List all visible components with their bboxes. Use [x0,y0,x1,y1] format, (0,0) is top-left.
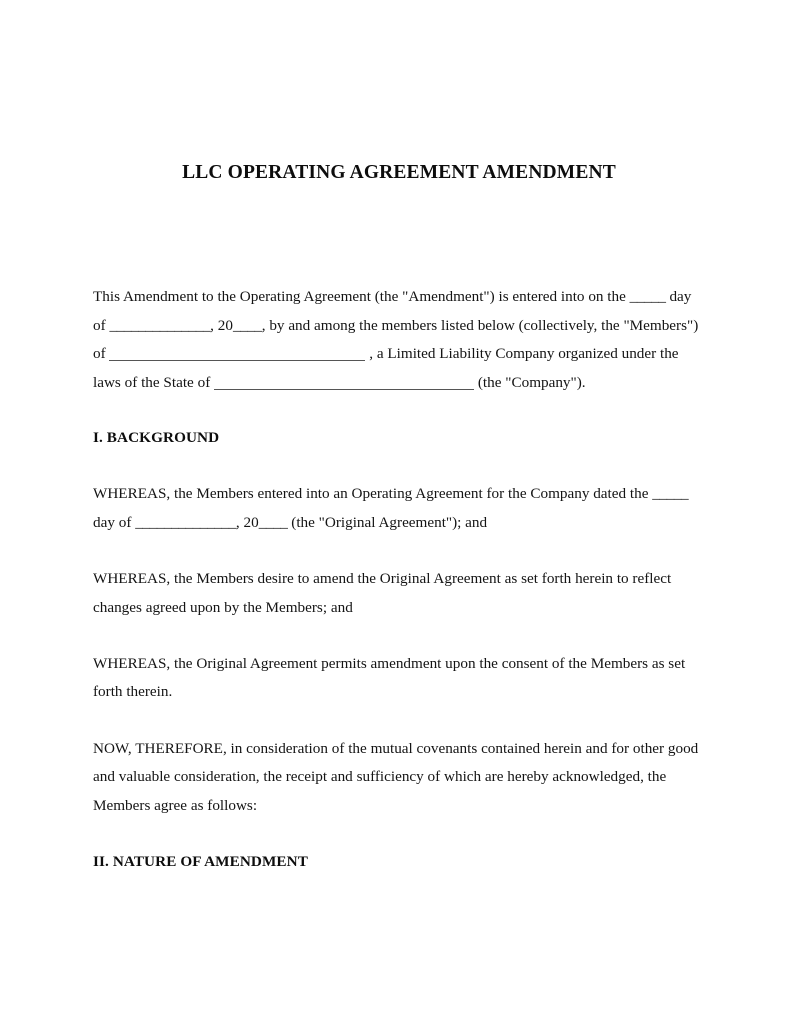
intro-text-part3: , 20 [210,316,233,334]
section-heading-background: I. BACKGROUND [93,429,220,447]
whereas1-text-part3: , 20 [235,513,259,531]
paragraph-whereas-1 [93,480,705,537]
document-content [93,0,705,876]
paragraph-now-therefore: NOW, THEREFORE, in consideration of the mutual covenants contained herein and for other good and valuable consideration, the receipt and sufficiency of which are hereby acknowledged, the Members agree as follows: [93,739,699,814]
section-heading-nature-of-amendment: II. NATURE OF AMENDMENT [93,853,308,871]
blank-year-field[interactable]: ____ [232,316,262,334]
spacer-after-title [93,184,705,283]
page-title: LLC OPERATING AGREEMENT AMENDMENT [182,162,616,183]
blank-day-field[interactable]: _____ [629,288,666,306]
spacer-paragraph-3 [93,707,705,735]
intro-text-part1: This Amendment to the Operating Agreement (the "Amendment") is entered into on the [93,288,630,306]
spacer-paragraph-2 [93,622,705,650]
blank-original-year-field[interactable]: ____ [258,513,288,531]
blank-company-name-field[interactable] [109,360,365,361]
blank-original-day-field[interactable]: _____ [652,485,689,503]
whereas1-text-part4: (the "Original Agreement"); and [287,513,488,531]
intro-text-part2: day of [93,288,692,334]
paragraph-whereas-2: WHEREAS, the Members desire to amend the Original Agreement as set forth herein to reflect changes agreed upon by the Members; and [93,570,672,616]
paragraph-whereas-3: WHEREAS, the Original Agreement permits amendment upon the consent of the Members as set forth therein. [93,655,686,701]
spacer-after-heading-1 [93,452,705,480]
whereas1-text-part1: WHEREAS, the Members entered into an Operating Agreement for the Company dated the [93,485,653,503]
blank-original-month-field[interactable]: ______________ [135,513,236,531]
intro-text-part6: (the "Company"). [474,373,586,391]
intro-text-part5: , a Limited Liability Company organized under the laws of the State of [93,345,679,391]
intro-paragraph [93,283,705,397]
spacer-before-section-2 [93,820,705,848]
whereas1-text-part2: day of [93,513,136,531]
spacer-paragraph-1 [93,537,705,565]
blank-state-field[interactable] [214,389,474,390]
spacer-before-section-1 [93,397,705,424]
blank-month-field[interactable]: ______________ [109,316,211,334]
intro-text-part4: , by and among the members listed below (collectively, the "Members") of [93,316,699,363]
